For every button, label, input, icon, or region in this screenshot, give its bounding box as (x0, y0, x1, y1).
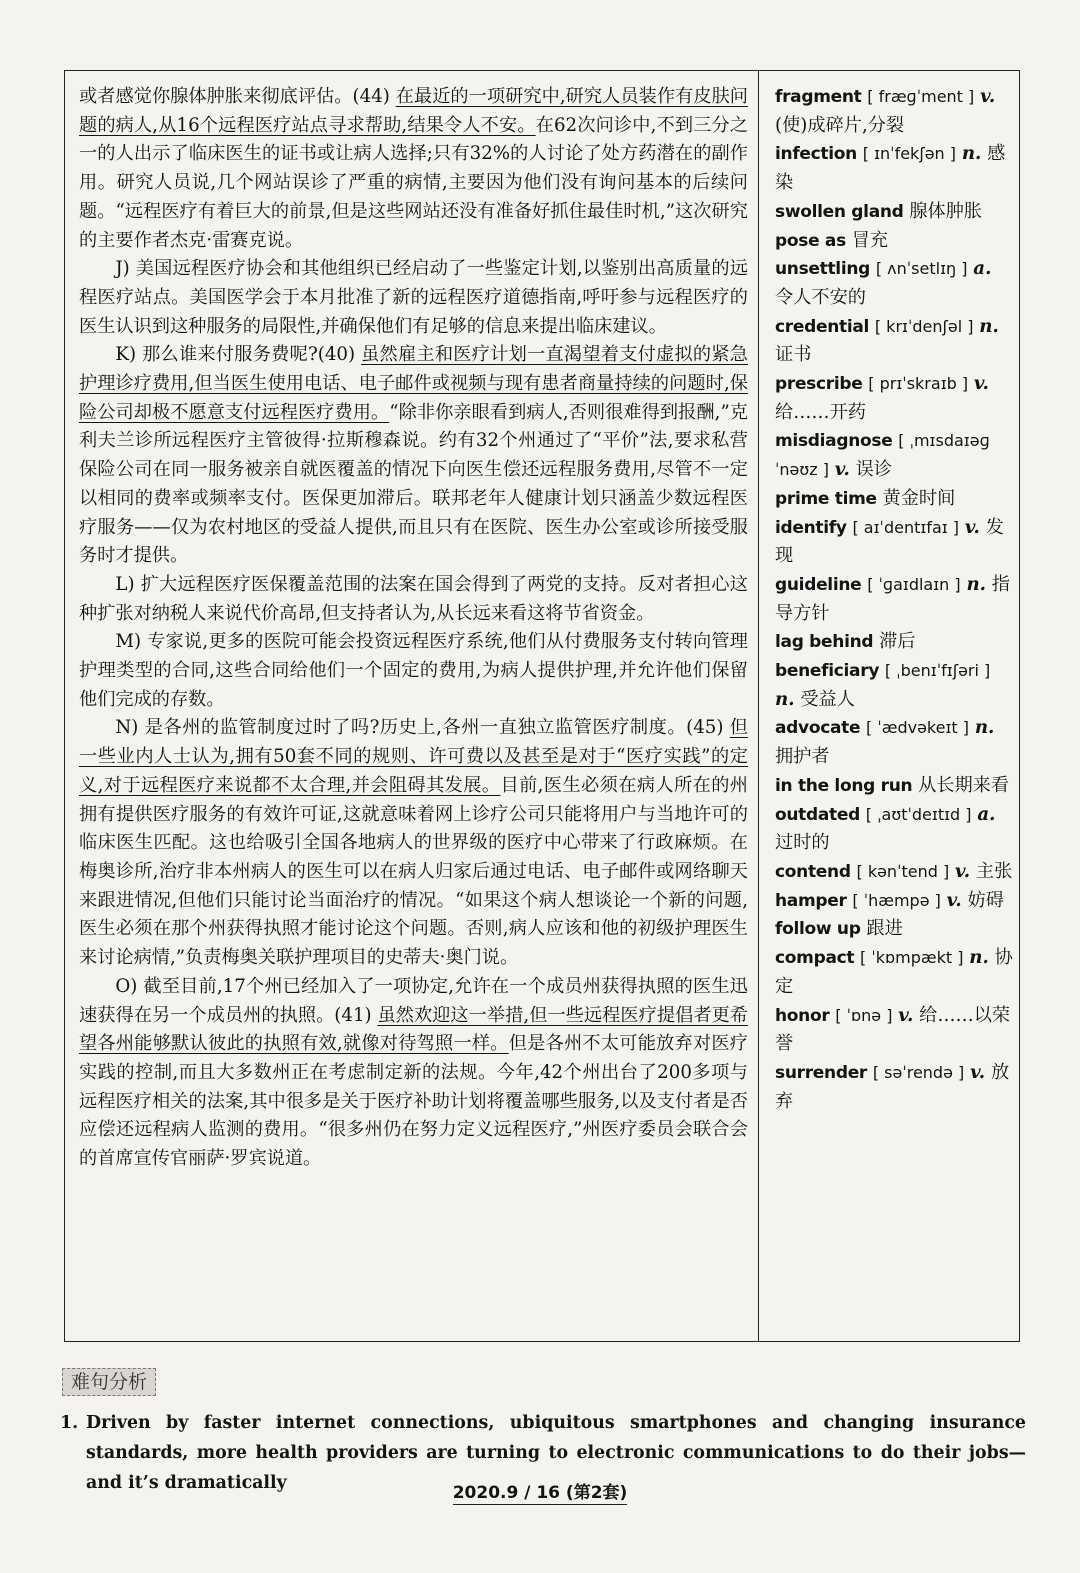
paragraph-l: L) 扩大远程医疗医保覆盖范围的法案在国会得到了两党的支持。反对者担心这种扩张对纳税人来说代价高昂,但支持者认为,从长远来看这将节省资金。 (79, 573, 748, 624)
vocab-word: honor (775, 1005, 830, 1026)
vocab-definition: 证书 (775, 344, 812, 366)
vocab-entry (775, 370, 1013, 427)
vocab-phonetic: [ ˌaʊtˈdeɪtɪd ] (865, 804, 972, 824)
vocab-pos: v. (898, 1004, 914, 1026)
vocab-word: outdated (775, 804, 860, 825)
vocab-definition: 放弃 (775, 1061, 1010, 1112)
vocab-phonetic: [ ˈhæmpə ] (852, 890, 941, 910)
vocab-entry (775, 801, 1013, 858)
vocab-entry (775, 255, 1013, 312)
vocab-phonetic: [ krɪˈdenʃəl ] (874, 316, 974, 336)
vocab-phonetic: [ ˌmɪsdaɪəɡˈnəʊz ] (775, 431, 990, 480)
vocab-pos: v. (980, 86, 996, 107)
vocab-word: infection (775, 144, 857, 165)
vocab-entry (775, 83, 1013, 140)
vocab-word: surrender (775, 1062, 868, 1083)
vocab-entry (775, 227, 1013, 256)
text: 目前,医生必须在病人所在的州拥有提供医疗服务的有效许可证,这就意味着网上诊疗公司只能将用户与当地许可的临床医生匹配。这也给吸引全国各地病人的世界级的医疗中心带来了行政麻烦。在梅奥诊所,治疗非本州病人的医生可以在病人归家后通过电话、电子邮件或网络聊天来跟进情况,但他们只能讨论当面治疗的情况。“如果这个病人想谈论一个新的问题,医生必须在那个州获得执照才能讨论这个问题。否则,病人应该和他的初级护理医生来讨论病情,”负责梅奥关联护理项目的史蒂夫·奥门说。 (79, 774, 748, 969)
vocab-entry (775, 427, 1013, 484)
vocab-definition: 主张 (975, 860, 1013, 882)
vocab-definition: (使)成碎片,分裂 (775, 114, 905, 136)
vocab-entry (775, 1002, 1013, 1059)
vocab-phonetic: [ ˈkɒmpækt ] (860, 948, 964, 968)
page-footer (0, 1478, 1080, 1503)
vocab-pos: n. (974, 717, 995, 739)
paragraph-m: M) 专家说,更多的医院可能会投资远程医疗系统,他们从付费服务支付转向管理护理类型的合同,这些合同给他们一个固定的费用,为病人提供护理,并允许他们保留他们完成的存数。 (79, 631, 748, 710)
vocab-definition: 妨碍 (967, 889, 1004, 911)
vocab-word: beneficiary (775, 661, 880, 682)
vocab-definition: 协定 (775, 947, 1013, 997)
page-number: 2020.9 / 16 (第2套) (452, 1483, 628, 1503)
vocab-word: swollen gland (775, 201, 904, 222)
vocab-entry (775, 915, 1013, 944)
vocab-definition: 跟进 (866, 918, 903, 940)
vocab-entry (775, 198, 1013, 227)
vocab-pos: n. (775, 688, 795, 710)
text: N) 是各州的监管制度过时了吗?历史上,各州一直独立监管医疗制度。(45) (115, 717, 730, 739)
vocab-pos: v. (973, 373, 989, 395)
vocab-definition: 滞后 (879, 631, 916, 653)
paragraph-k (79, 341, 748, 571)
vocab-word: hamper (775, 890, 847, 911)
vocab-word: prime time (775, 488, 877, 509)
vocab-pos: n. (979, 315, 999, 337)
vocab-phonetic: [ ˈɒnə ] (835, 1005, 893, 1025)
vocab-pos: v. (834, 459, 850, 481)
text: 或者感觉你腺体肿胀来彻底评估。(44) (79, 86, 396, 107)
vocab-entry (775, 571, 1013, 628)
vocab-word: follow up (775, 919, 861, 940)
vocab-word: guideline (775, 574, 862, 595)
vocab-pos: a. (973, 258, 992, 280)
vocab-phonetic: [ ˌbenɪˈfɪʃəri ] (884, 661, 991, 681)
vocab-pos: v. (955, 860, 971, 882)
vocab-definition: 发现 (775, 516, 1004, 567)
vocab-entry (775, 140, 1013, 197)
vocab-definition: 从长期来看 (918, 774, 1010, 796)
vocab-definition: 黄金时间 (882, 487, 956, 509)
analysis-text: Driven by faster internet connections, ubiquitous smartphones and changing insurance standards, more health providers are turning to electronic communications to do their jobs—and it’s dramatically (86, 1413, 1026, 1493)
translation-column (65, 71, 759, 1341)
vocab-entry (775, 772, 1013, 801)
vocab-entry (775, 887, 1013, 916)
vocab-pos: v. (964, 516, 980, 538)
vocab-word: lag behind (775, 632, 874, 653)
vocab-definition: 指导方针 (775, 573, 1010, 624)
text: K) 那么谁来付服务费呢?(40) (115, 344, 362, 366)
underlined-sentence-44: 在最近的一项研究中,研究人员装作有皮肤问题的病人,从16个远程医疗站点寻求帮助,结果令人不安。 (79, 86, 748, 136)
vocab-entry (775, 944, 1013, 1001)
vocab-definition: 误诊 (855, 459, 893, 481)
vocab-phonetic: [ aɪˈdentɪfaɪ ] (852, 517, 960, 537)
vocab-phonetic: [ fræɡˈment ] (867, 87, 975, 106)
vocab-phonetic: [ kənˈtend ] (856, 861, 950, 881)
vocab-phonetic: [ ˈɡaɪdlaɪn ] (867, 574, 961, 594)
vocab-pos: a. (977, 803, 996, 825)
vocab-definition: 给……以荣誉 (775, 1004, 1011, 1055)
vocab-pos: v. (946, 889, 962, 911)
vocab-definition: 腺体肿胀 (909, 200, 983, 222)
vocab-phonetic: [ səˈrendə ] (872, 1062, 965, 1082)
text: 但是各州不太可能放弃对医疗实践的控制,而且大多数州正在考虑制定新的法规。今年,42个州出台了200多项与远程医疗相关的法案,其中很多是关于医疗补助计划将覆盖哪些服务,以及支付者是否应偿还远程病人监测的费用。“很多州仍在努力定义远程医疗,”州医疗委员会联合会的首席宣传官丽萨·罗宾说道。 (79, 1033, 748, 1170)
vocab-word: misdiagnose (775, 431, 893, 452)
vocab-entry (775, 485, 1013, 514)
vocab-word: compact (775, 948, 855, 969)
section-tag: 难句分析 (62, 1368, 156, 1396)
vocab-definition: 拥护者 (775, 746, 830, 768)
text: 在62次问诊中,不到三分之一的人出示了临床医生的证书或让病人选择;只有32%的人讨论了处方药潜在的副作用。研究人员说,几个网站误诊了严重的病情,主要因为他们没有询问基本的后续问题。“远程医疗有着巨大的前景,但是这些网站还没有准备好抓住最佳时机,”这次研究的主要作者杰克·雷赛克说。 (79, 114, 748, 251)
paragraph-j: J) 美国远程医疗协会和其他组织已经启动了一些鉴定计划,以鉴别出高质量的远程医疗站点。美国医学会于本月批准了新的远程医疗道德指南,呼吁参与远程医疗的医生认识到这种服务的局限性,并确保他们有足够的信息来提出临床建议。 (79, 258, 748, 337)
vocab-entry (775, 858, 1013, 887)
vocabulary-column (759, 71, 1019, 1341)
vocab-entry (775, 714, 1013, 771)
text: O) 截至目前,17个州已经加入了一项协定,允许在一个成员州获得执照的医生迅速获得在另一个成员州的执照。(41) (79, 975, 748, 1026)
vocab-pos: v. (970, 1061, 986, 1083)
vocab-entry (775, 313, 1013, 370)
vocab-pos: n. (961, 143, 982, 165)
vocab-definition: 令人不安的 (775, 286, 866, 308)
vocab-entry (775, 657, 1013, 714)
vocab-definition: 受益人 (800, 688, 855, 710)
text: “除非你亲眼看到病人,否则很难得到报酬,”克利夫兰诊所远程医疗主管彼得·拉斯穆森说。约有32个州通过了“平价”法,要求私营保险公司在同一服务被亲自就医覆盖的情况下向医生偿还远程服务费用,尽管不一定以相同的费率或频率支付。医保更加滞后。联邦老年人健康计划只涵盖少数远程医疗服务——仅为农村地区的受益人提供,而且只有在医院、医生办公室或诊所接受服务时才提供。 (79, 401, 748, 567)
vocab-entry (775, 514, 1013, 571)
vocab-phonetic: [ ɪnˈfekʃən ] (862, 144, 957, 164)
underlined-sentence-41: 虽然欢迎这一举措,但一些远程医疗提倡者更希望各州能够默认彼此的执照有效,就像对待驾照一样。 (79, 1004, 748, 1055)
content-frame (64, 70, 1020, 1342)
vocab-word: fragment (775, 87, 862, 107)
vocab-phonetic: [ prɪˈskraɪb ] (868, 374, 969, 394)
vocab-phonetic: [ ʌnˈsetlɪŋ ] (875, 259, 968, 279)
vocab-word: unsettling (775, 259, 871, 280)
vocab-definition: 冒充 (851, 229, 889, 251)
paragraph-n (79, 714, 748, 972)
vocab-word: identify (775, 517, 847, 538)
analysis-number: 1. (60, 1413, 79, 1433)
vocab-entry (775, 1059, 1013, 1116)
vocab-word: contend (775, 861, 851, 882)
vocab-definition: 过时的 (775, 832, 830, 854)
vocab-pos: n. (966, 573, 986, 595)
vocab-entry (775, 628, 1013, 657)
vocab-definition: 给……开药 (775, 401, 866, 423)
paragraph-continued (79, 83, 748, 255)
vocab-word: in the long run (775, 775, 913, 796)
vocab-word: credential (775, 316, 870, 337)
vocab-pos: n. (969, 947, 989, 969)
vocab-phonetic: [ ˈædvəkeɪt ] (866, 718, 970, 738)
underlined-sentence-40: 虽然雇主和医疗计划一直渴望着支付虚拟的紧急护理诊疗费用,但当医生使用电话、电子邮件或视频与现有患者商量持续的问题时,保险公司却极不愿意支付远程医疗费用。 (79, 344, 748, 423)
paragraph-o (79, 973, 748, 1174)
vocab-word: pose as (775, 230, 846, 251)
vocab-definition: 感染 (775, 143, 1006, 194)
vocab-word: prescribe (775, 374, 863, 395)
underlined-sentence-45: 但一些业内人士认为,拥有50套不同的规则、许可费以及甚至是对于“医疗实践”的定义,对于远程医疗来说都不太合理,并会阻碍其发展。 (79, 717, 748, 796)
vocab-word: advocate (775, 718, 861, 739)
